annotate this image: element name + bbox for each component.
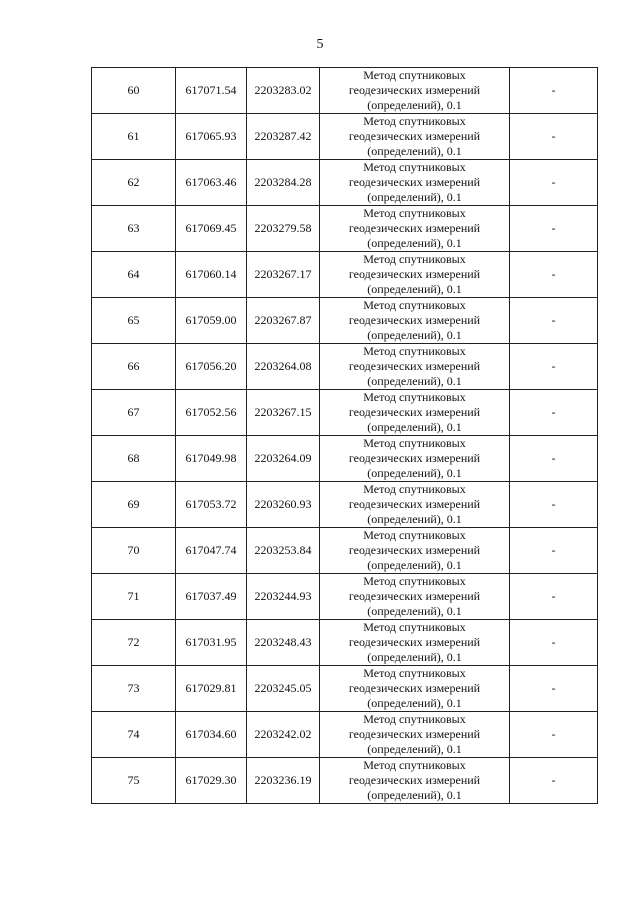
- description-cell: -: [510, 528, 598, 574]
- method-cell: [320, 298, 510, 344]
- table-row: [92, 758, 598, 804]
- method-line: геодезических измерений: [348, 359, 481, 373]
- method-line: геодезических измерений: [348, 773, 481, 787]
- description-cell: -: [510, 666, 598, 712]
- method-line: Метод спутниковых: [363, 390, 466, 404]
- y-coordinate-cell: 2203260.93: [247, 482, 320, 528]
- x-coordinate-cell: 617049.98: [176, 436, 247, 482]
- point-number-cell: 64: [92, 252, 176, 298]
- method-cell: [320, 390, 510, 436]
- x-coordinate-cell: 617065.93: [176, 114, 247, 160]
- point-number-cell: 67: [92, 390, 176, 436]
- method-line: Метод спутниковых: [363, 252, 466, 266]
- description-cell: -: [510, 344, 598, 390]
- table-row: [92, 482, 598, 528]
- description-cell: -: [510, 436, 598, 482]
- method-line: Метод спутниковых: [363, 160, 466, 174]
- method-line: геодезических измерений: [348, 635, 481, 649]
- method-line: (определений), 0.1: [367, 696, 462, 710]
- y-coordinate-cell: 2203242.02: [247, 712, 320, 758]
- description-cell: -: [510, 482, 598, 528]
- method-line: (определений), 0.1: [367, 236, 462, 250]
- y-coordinate-cell: 2203236.19: [247, 758, 320, 804]
- y-coordinate-cell: 2203264.09: [247, 436, 320, 482]
- y-coordinate-cell: 2203287.42: [247, 114, 320, 160]
- y-coordinate-cell: 2203267.87: [247, 298, 320, 344]
- table-row: [92, 574, 598, 620]
- table-row: [92, 344, 598, 390]
- y-coordinate-cell: 2203279.58: [247, 206, 320, 252]
- table-row: [92, 252, 598, 298]
- method-line: Метод спутниковых: [363, 344, 466, 358]
- y-coordinate-cell: 2203284.28: [247, 160, 320, 206]
- point-number-cell: 70: [92, 528, 176, 574]
- table-row: [92, 436, 598, 482]
- table-row: [92, 620, 598, 666]
- page-number: 5: [316, 37, 324, 52]
- description-cell: -: [510, 390, 598, 436]
- method-line: (определений), 0.1: [367, 282, 462, 296]
- point-number-cell: 75: [92, 758, 176, 804]
- coordinates-table-body: [92, 68, 598, 804]
- table-row: [92, 160, 598, 206]
- method-cell: [320, 436, 510, 482]
- table-row: [92, 68, 598, 114]
- x-coordinate-cell: 617069.45: [176, 206, 247, 252]
- method-line: геодезических измерений: [348, 313, 481, 327]
- point-number-cell: 62: [92, 160, 176, 206]
- method-line: геодезических измерений: [348, 221, 481, 235]
- x-coordinate-cell: 617053.72: [176, 482, 247, 528]
- table-row: [92, 114, 598, 160]
- method-cell: [320, 620, 510, 666]
- point-number-cell: 66: [92, 344, 176, 390]
- method-cell: [320, 482, 510, 528]
- method-line: Метод спутниковых: [363, 620, 466, 634]
- table-row: [92, 712, 598, 758]
- coordinates-table: [91, 67, 598, 804]
- method-line: (определений), 0.1: [367, 328, 462, 342]
- method-line: геодезических измерений: [348, 175, 481, 189]
- table-row: [92, 666, 598, 712]
- description-cell: -: [510, 620, 598, 666]
- method-cell: [320, 528, 510, 574]
- description-cell: -: [510, 574, 598, 620]
- x-coordinate-cell: 617029.30: [176, 758, 247, 804]
- method-line: Метод спутниковых: [363, 206, 466, 220]
- x-coordinate-cell: 617034.60: [176, 712, 247, 758]
- y-coordinate-cell: 2203264.08: [247, 344, 320, 390]
- method-line: Метод спутниковых: [363, 68, 466, 82]
- point-number-cell: 60: [92, 68, 176, 114]
- method-line: Метод спутниковых: [363, 666, 466, 680]
- x-coordinate-cell: 617063.46: [176, 160, 247, 206]
- method-line: (определений), 0.1: [367, 190, 462, 204]
- y-coordinate-cell: 2203253.84: [247, 528, 320, 574]
- method-line: геодезических измерений: [348, 727, 481, 741]
- method-line: геодезических измерений: [348, 589, 481, 603]
- description-cell: -: [510, 160, 598, 206]
- point-number-cell: 68: [92, 436, 176, 482]
- x-coordinate-cell: 617071.54: [176, 68, 247, 114]
- method-cell: [320, 206, 510, 252]
- x-coordinate-cell: 617056.20: [176, 344, 247, 390]
- x-coordinate-cell: 617052.56: [176, 390, 247, 436]
- method-cell: [320, 574, 510, 620]
- method-line: (определений), 0.1: [367, 604, 462, 618]
- x-coordinate-cell: 617029.81: [176, 666, 247, 712]
- description-cell: -: [510, 298, 598, 344]
- method-line: (определений), 0.1: [367, 650, 462, 664]
- method-cell: [320, 344, 510, 390]
- method-line: Метод спутниковых: [363, 758, 466, 772]
- method-cell: [320, 68, 510, 114]
- point-number-cell: 72: [92, 620, 176, 666]
- method-cell: [320, 666, 510, 712]
- description-cell: -: [510, 206, 598, 252]
- x-coordinate-cell: 617037.49: [176, 574, 247, 620]
- method-line: (определений), 0.1: [367, 144, 462, 158]
- y-coordinate-cell: 2203267.15: [247, 390, 320, 436]
- point-number-cell: 71: [92, 574, 176, 620]
- x-coordinate-cell: 617031.95: [176, 620, 247, 666]
- method-line: геодезических измерений: [348, 497, 481, 511]
- method-line: Метод спутниковых: [363, 574, 466, 588]
- method-line: Метод спутниковых: [363, 114, 466, 128]
- method-line: геодезических измерений: [348, 543, 481, 557]
- point-number-cell: 69: [92, 482, 176, 528]
- x-coordinate-cell: 617059.00: [176, 298, 247, 344]
- table-row: [92, 298, 598, 344]
- method-line: (определений), 0.1: [367, 742, 462, 756]
- description-cell: -: [510, 68, 598, 114]
- y-coordinate-cell: 2203245.05: [247, 666, 320, 712]
- method-line: Метод спутниковых: [363, 712, 466, 726]
- description-cell: -: [510, 712, 598, 758]
- method-line: (определений), 0.1: [367, 788, 462, 802]
- method-line: Метод спутниковых: [363, 482, 466, 496]
- description-cell: -: [510, 758, 598, 804]
- method-line: геодезических измерений: [348, 267, 481, 281]
- method-line: (определений), 0.1: [367, 374, 462, 388]
- description-cell: -: [510, 252, 598, 298]
- x-coordinate-cell: 617047.74: [176, 528, 247, 574]
- x-coordinate-cell: 617060.14: [176, 252, 247, 298]
- method-line: Метод спутниковых: [363, 298, 466, 312]
- point-number-cell: 63: [92, 206, 176, 252]
- y-coordinate-cell: 2203283.02: [247, 68, 320, 114]
- method-line: геодезических измерений: [348, 681, 481, 695]
- point-number-cell: 73: [92, 666, 176, 712]
- method-cell: [320, 160, 510, 206]
- method-cell: [320, 252, 510, 298]
- method-line: (определений), 0.1: [367, 466, 462, 480]
- table-row: [92, 528, 598, 574]
- method-line: геодезических измерений: [348, 451, 481, 465]
- method-line: Метод спутниковых: [363, 436, 466, 450]
- point-number-cell: 74: [92, 712, 176, 758]
- table-row: [92, 206, 598, 252]
- point-number-cell: 65: [92, 298, 176, 344]
- method-line: (определений), 0.1: [367, 420, 462, 434]
- method-line: (определений), 0.1: [367, 98, 462, 112]
- table-row: [92, 390, 598, 436]
- description-cell: -: [510, 114, 598, 160]
- method-cell: [320, 114, 510, 160]
- method-line: (определений), 0.1: [367, 512, 462, 526]
- y-coordinate-cell: 2203244.93: [247, 574, 320, 620]
- method-cell: [320, 712, 510, 758]
- method-line: геодезических измерений: [348, 405, 481, 419]
- method-cell: [320, 758, 510, 804]
- method-line: геодезических измерений: [348, 83, 481, 97]
- point-number-cell: 61: [92, 114, 176, 160]
- y-coordinate-cell: 2203267.17: [247, 252, 320, 298]
- y-coordinate-cell: 2203248.43: [247, 620, 320, 666]
- method-line: Метод спутниковых: [363, 528, 466, 542]
- method-line: (определений), 0.1: [367, 558, 462, 572]
- method-line: геодезических измерений: [348, 129, 481, 143]
